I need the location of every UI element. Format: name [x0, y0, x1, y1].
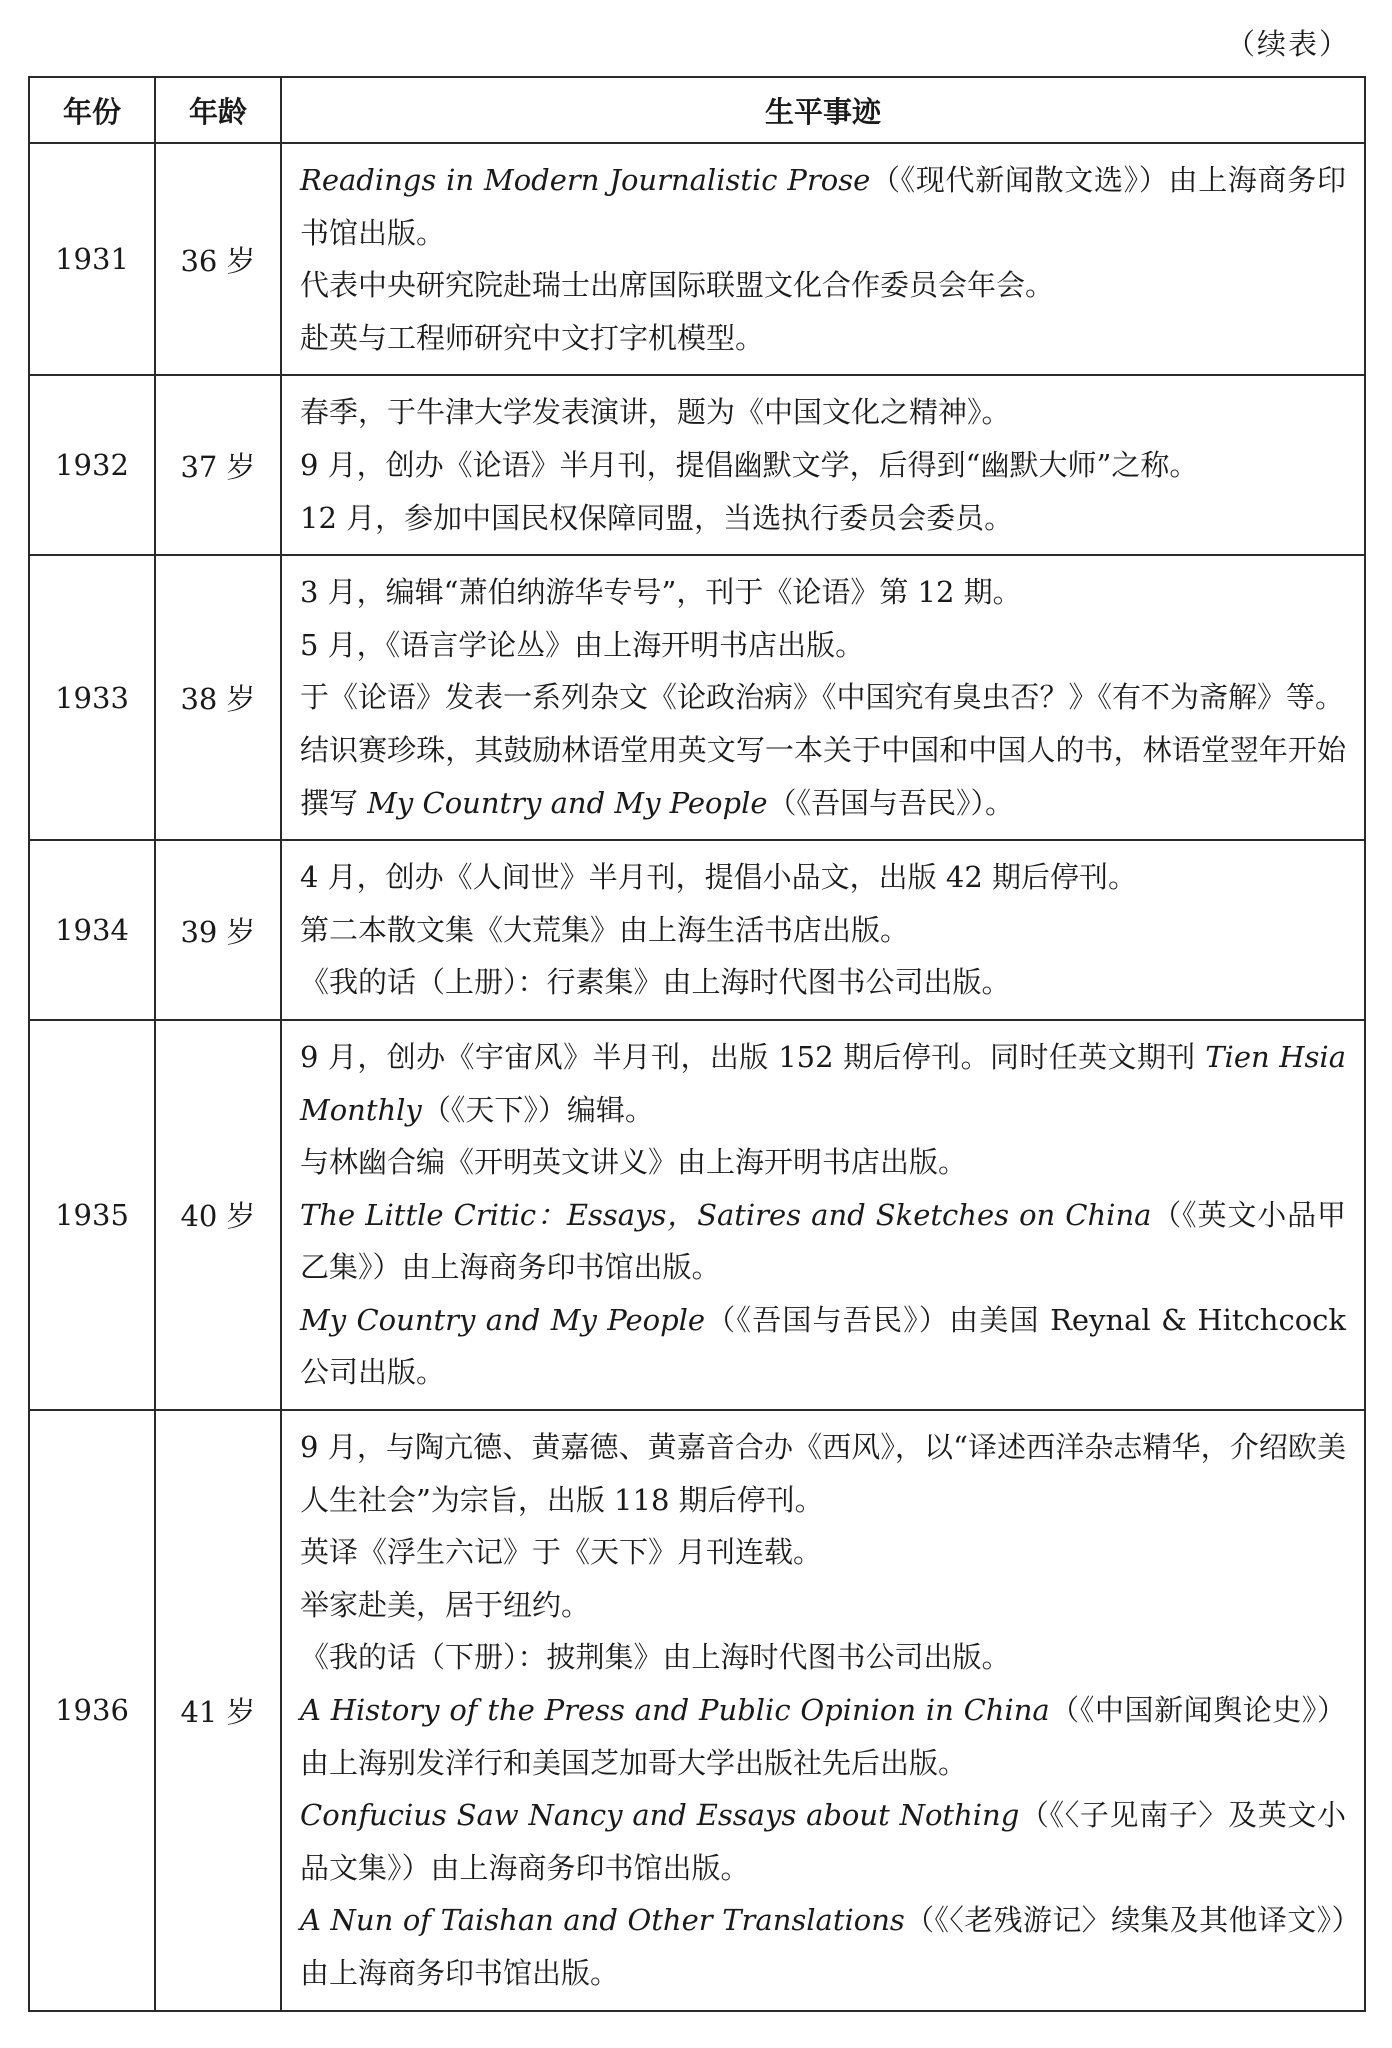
event-text: 3 月，编辑“萧伯纳游华专号”，刊于《论语》第 12 期。 [300, 575, 1022, 610]
event-text: 《我的话（上册）：行素集》由上海时代图书公司出版。 [300, 965, 1011, 1000]
events-cell [281, 375, 1365, 555]
continuation-label: （续表） [1225, 27, 1350, 61]
events-cell [281, 1020, 1365, 1410]
event-text: 《我的话（下册）：披荆集》由上海时代图书公司出版。 [300, 1640, 1011, 1675]
event-title: My Country and My People [300, 1302, 706, 1337]
year-cell: 1931 [29, 143, 155, 375]
age-cell: 38 岁 [155, 555, 281, 840]
event-text-after: （《天下》）编辑。 [421, 1092, 654, 1127]
event-text: 9 月，创办《论语》半月刊，提倡幽默文学，后得到“幽默大师”之称。 [300, 447, 1199, 482]
event-entry [300, 1421, 1346, 1526]
year-cell: 1932 [29, 375, 155, 555]
events-cell [281, 840, 1365, 1020]
event-text: 举家赴美，居于纽约。 [300, 1587, 591, 1622]
event-text: 12 月，参加中国民权保障同盟，当选执行委员会委员。 [300, 500, 1014, 535]
table-row [29, 1020, 1365, 1410]
event-text: （《〈子见南子〉及英文小品文集》）由上海商务印书馆出版。 [300, 1798, 1346, 1885]
event-text: 赴英与工程师研究中文打字机模型。 [300, 320, 765, 355]
event-text-after: （《吾国与吾民》）。 [767, 785, 1015, 820]
event-text: （《中国新闻舆论史》）由上海别发洋行和美国芝加哥大学出版社先后出版。 [300, 1693, 1346, 1780]
event-title: A History of the Press and Public Opinion in China [300, 1693, 1050, 1728]
age-cell: 36 岁 [155, 143, 281, 375]
header-events: 生平事迹 [281, 77, 1365, 143]
event-entry [300, 1789, 1346, 1894]
event-text: 结识赛珍珠，其鼓励林语堂用英文写一本关于中国和中国人的书，林语堂翌年开始撰写 [300, 732, 1346, 820]
event-text: 4 月，创办《人间世》半月刊，提倡小品文，出版 42 期后停刊。 [300, 860, 1138, 895]
event-entry [300, 1526, 1346, 1579]
event-entry [300, 1031, 1346, 1136]
event-entry [300, 1189, 1346, 1294]
event-entry [300, 904, 1346, 957]
year-cell: 1934 [29, 840, 155, 1020]
event-entry [300, 1579, 1346, 1632]
events-cell [281, 143, 1365, 375]
year-cell: 1933 [29, 555, 155, 840]
event-title: Tien Hsia Monthly [300, 1039, 1346, 1127]
event-text: （《现代新闻散文选》）由上海商务印书馆出版。 [300, 163, 1346, 250]
chronology-table [28, 76, 1366, 2012]
event-title: A Nun of Taishan and Other Translations [300, 1903, 905, 1938]
events-cell [281, 1410, 1365, 2011]
event-entry [300, 566, 1346, 619]
event-entry [300, 439, 1346, 492]
table-row [29, 1410, 1365, 2011]
event-entry [300, 386, 1346, 439]
year-cell: 1935 [29, 1020, 155, 1410]
event-entry [300, 259, 1346, 312]
event-entry [300, 492, 1346, 545]
event-entry [300, 1136, 1346, 1189]
event-text: （《英文小品甲乙集》）由上海商务印书馆出版。 [300, 1197, 1346, 1285]
header-age: 年龄 [155, 77, 281, 143]
header-year: 年份 [29, 77, 155, 143]
event-text: 代表中央研究院赴瑞士出席国际联盟文化合作委员会年会。 [300, 268, 1055, 303]
event-text: 9 月，创办《宇宙风》半月刊，出版 152 期后停刊。同时任英文期刊 [300, 1039, 1206, 1074]
event-text: 英译《浮生六记》于《天下》月刊连载。 [300, 1535, 823, 1570]
table-row [29, 555, 1365, 840]
age-cell: 37 岁 [155, 375, 281, 555]
event-entry [300, 312, 1346, 365]
event-entry [300, 1631, 1346, 1684]
event-text: 与林幽合编《开明英文讲义》由上海开明书店出版。 [300, 1145, 968, 1180]
event-text: 9 月，与陶亢德、黄嘉德、黄嘉音合办《西风》，以“译述西洋杂志精华，介绍欧美人生社会”为宗旨，出版 118 期后停刊。 [300, 1430, 1346, 1517]
event-entry [300, 851, 1346, 904]
event-entry [300, 956, 1346, 1009]
event-entry [300, 1294, 1346, 1399]
event-entry [300, 724, 1346, 829]
event-entry [300, 671, 1346, 724]
age-cell: 40 岁 [155, 1020, 281, 1410]
events-cell [281, 555, 1365, 840]
table-row [29, 143, 1365, 375]
event-text: （《〈老残游记〉续集及其他译文》）由上海商务印书馆出版。 [300, 1903, 1346, 1990]
event-title: Readings in Modern Journalistic Prose [300, 163, 871, 197]
event-title: My Country and My People [367, 785, 768, 820]
event-text: 春季，于牛津大学发表演讲，题为《中国文化之精神》。 [300, 395, 1011, 430]
age-cell: 39 岁 [155, 840, 281, 1020]
event-entry [300, 619, 1346, 672]
event-entry [300, 154, 1346, 259]
year-cell: 1936 [29, 1410, 155, 2011]
event-text: 5 月，《语言学论丛》由上海开明书店出版。 [300, 627, 865, 662]
event-entry [300, 1684, 1346, 1789]
event-title: Confucius Saw Nancy and Essays about Nothing [300, 1798, 1020, 1833]
event-entry [300, 1894, 1346, 1999]
event-text: 第二本散文集《大荒集》由上海生活书店出版。 [300, 912, 910, 947]
event-text: 于《论语》发表一系列杂文《论政治病》《中国究有臭虫否？》《有不为斋解》等。 [300, 680, 1345, 715]
header-row [29, 77, 1365, 143]
event-text: （《吾国与吾民》）由美国 Reynal & Hitchcock 公司出版。 [300, 1302, 1347, 1390]
table-row [29, 375, 1365, 555]
age-cell: 41 岁 [155, 1410, 281, 2011]
table-row [29, 840, 1365, 1020]
event-title: The Little Critic：Essays，Satires and Sketches on China [300, 1197, 1152, 1232]
